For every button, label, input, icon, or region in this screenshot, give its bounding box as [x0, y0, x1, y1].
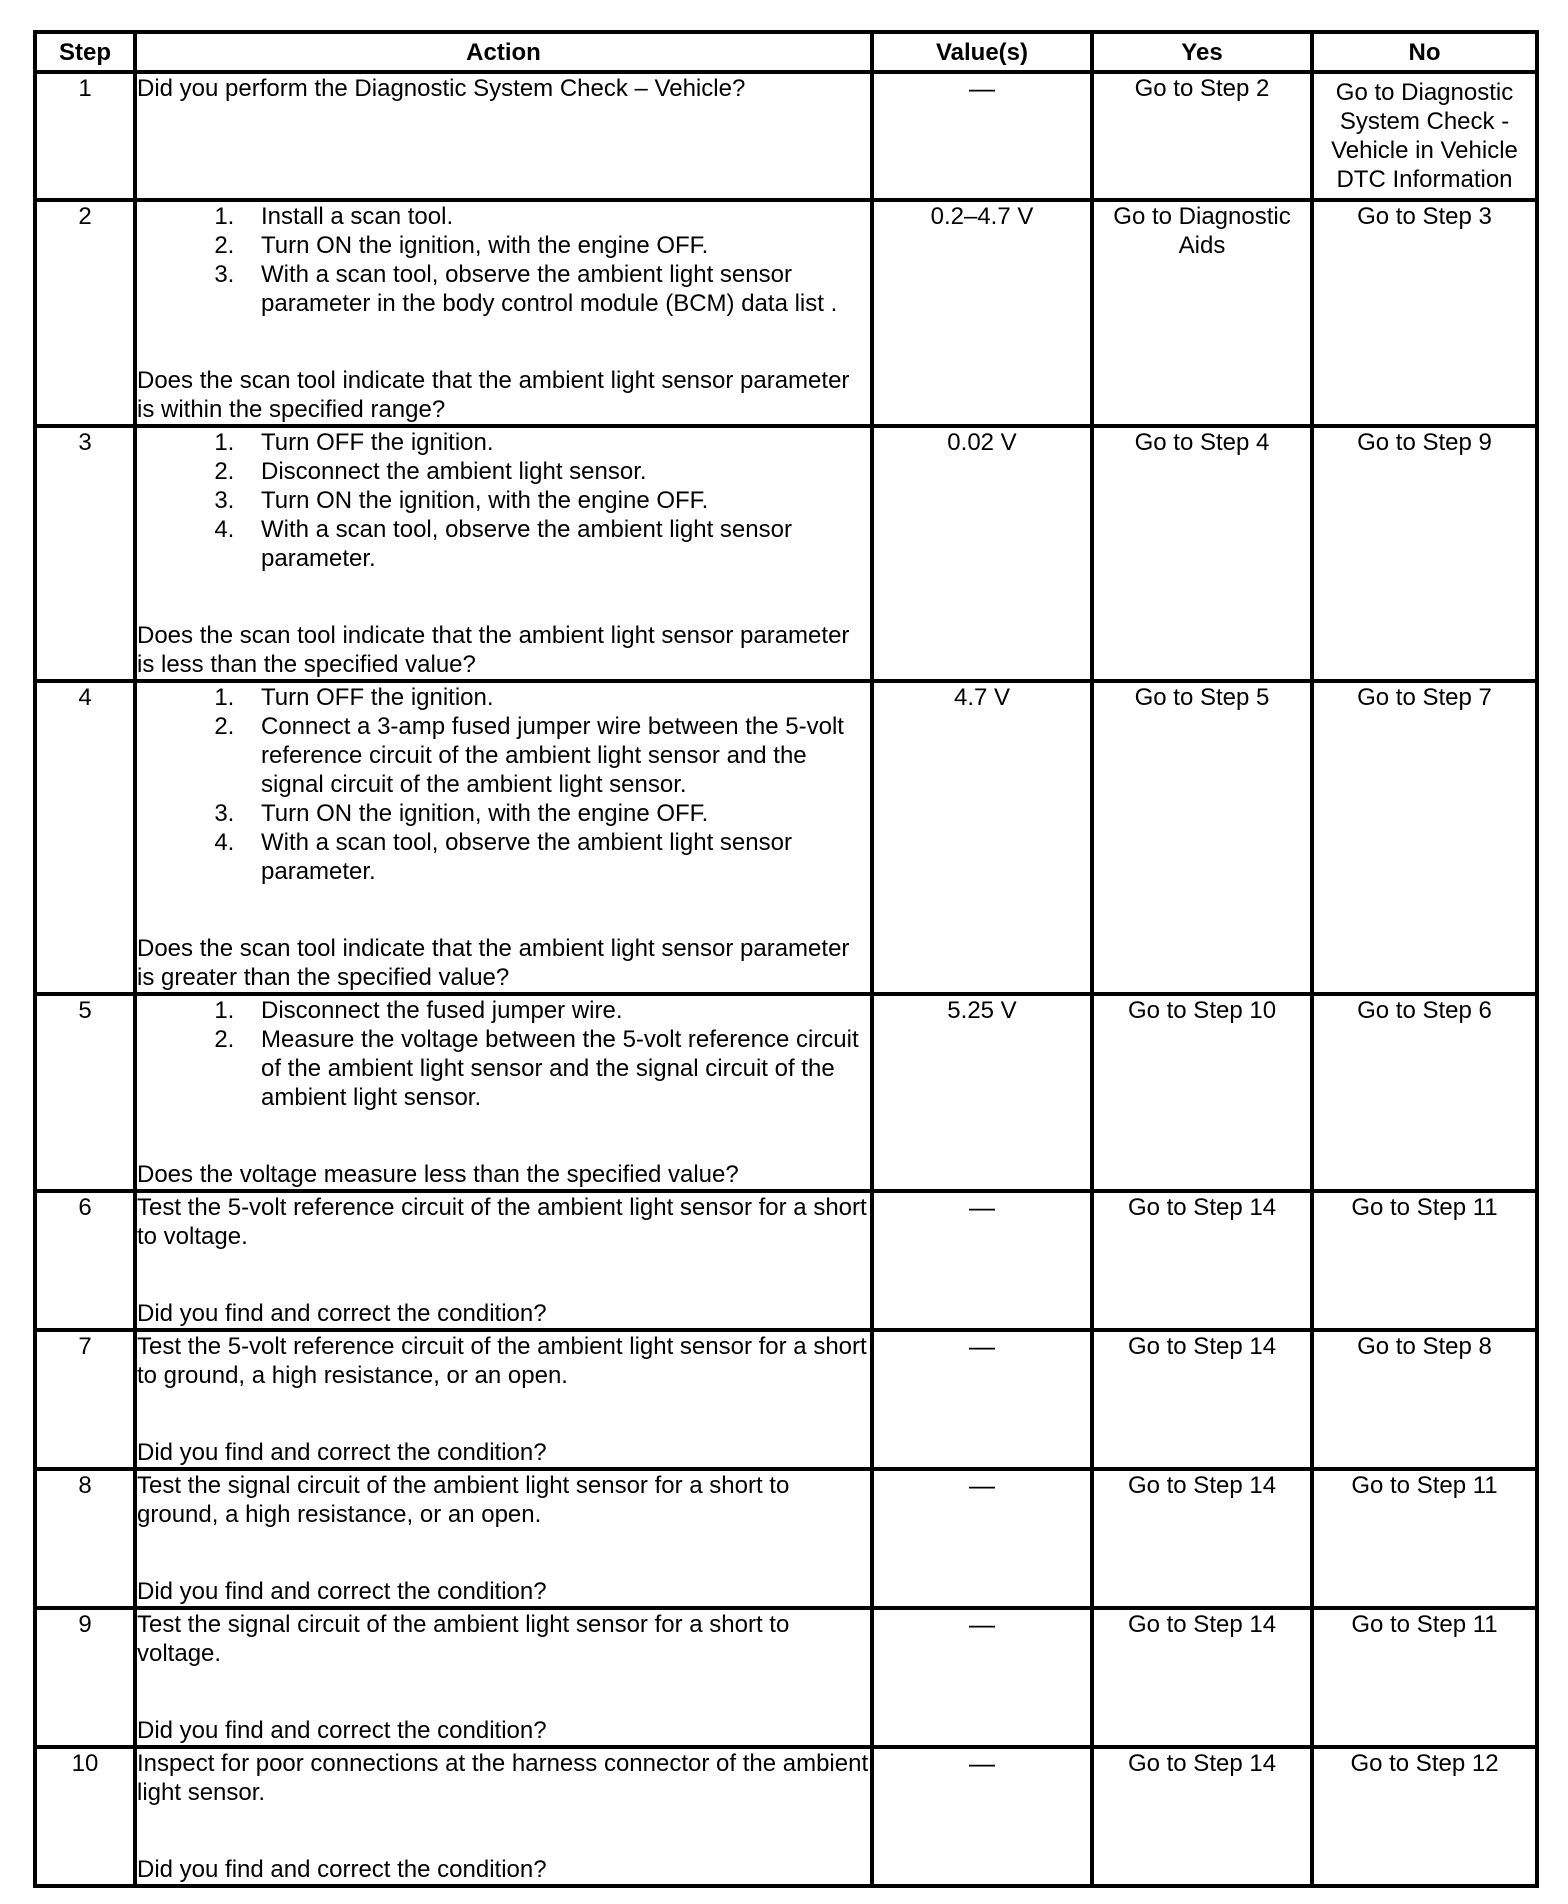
action-question: Does the voltage measure less than the specified value? [137, 1161, 739, 1188]
action-step: 3. With a scan tool, observe the ambient light sensor parameter in the body control module (BCM) data list . [241, 260, 870, 318]
action-question: Did you find and correct the condition? [137, 1717, 547, 1744]
yes-link[interactable]: Go to Step 5 [1134, 684, 1270, 711]
yes-link[interactable]: Go to Step 2 [1134, 75, 1270, 102]
value-cell [872, 426, 1092, 681]
yes-link[interactable]: Go to Step 4 [1134, 429, 1270, 456]
table-row [35, 681, 1537, 994]
value-text: — [969, 1192, 995, 1222]
action-step: 2. Turn ON the ignition, with the engine OFF. [241, 231, 870, 260]
action-intro: Inspect for poor connections at the harness connector of the ambient light sensor. [137, 1750, 869, 1806]
action-cell [135, 1469, 872, 1608]
value-text: 4.7 V [953, 684, 1011, 711]
value-cell [872, 1330, 1092, 1469]
header-step: Step [35, 32, 135, 72]
value-text: — [969, 1748, 995, 1778]
yes-link[interactable]: Go to Step 14 [1127, 1611, 1277, 1638]
no-link[interactable]: Go to Step 11 [1351, 1611, 1498, 1638]
header-yes: Yes [1092, 32, 1312, 72]
yes-cell [1092, 1330, 1312, 1469]
no-cell [1312, 72, 1537, 200]
yes-cell [1092, 426, 1312, 681]
action-intro: Did you perform the Diagnostic System Check – Vehicle? [137, 75, 746, 102]
value-text: — [969, 73, 995, 103]
yes-cell [1092, 1608, 1312, 1747]
value-cell [872, 681, 1092, 994]
yes-link[interactable]: Go to Step 10 [1127, 997, 1277, 1024]
table-row [35, 1330, 1537, 1469]
action-question: Does the scan tool indicate that the ambient light sensor parameter is less than the specified value? [137, 622, 850, 678]
diagnostic-table [33, 30, 1539, 1888]
step-number: 1 [35, 72, 135, 200]
step-number: 4 [35, 681, 135, 994]
value-text: — [969, 1470, 995, 1500]
action-steps [137, 683, 870, 886]
yes-cell [1092, 1191, 1312, 1330]
step-number: 7 [35, 1330, 135, 1469]
action-cell [135, 426, 872, 681]
step-number: 10 [35, 1747, 135, 1886]
table-row [35, 1608, 1537, 1747]
action-step: 2. Connect a 3-amp fused jumper wire between the 5-volt reference circuit of the ambient light sensor and the signal circuit of the ambient light sensor. [241, 712, 870, 799]
yes-link[interactable]: Go to Step 14 [1127, 1750, 1277, 1777]
action-question: Does the scan tool indicate that the ambient light sensor parameter is within the specified range? [137, 367, 850, 423]
table-row [35, 1191, 1537, 1330]
value-cell [872, 994, 1092, 1191]
yes-cell [1092, 1469, 1312, 1608]
no-link[interactable]: Go to Step 3 [1357, 203, 1492, 230]
action-step: 4. With a scan tool, observe the ambient light sensor parameter. [241, 828, 870, 886]
yes-link[interactable]: Go to Step 14 [1127, 1333, 1277, 1360]
table-row [35, 72, 1537, 200]
action-steps [137, 202, 870, 318]
no-link[interactable]: Go to Step 7 [1357, 684, 1492, 711]
no-link[interactable]: Go to Step 11 [1351, 1194, 1498, 1221]
table-row [35, 1747, 1537, 1886]
action-step: 1. Install a scan tool. [241, 202, 870, 231]
value-cell [872, 200, 1092, 426]
action-intro: Test the 5-volt reference circuit of the ambient light sensor for a short to voltage. [137, 1194, 867, 1250]
yes-cell [1092, 1747, 1312, 1886]
header-row [35, 32, 1537, 72]
action-step: 4. With a scan tool, observe the ambient light sensor parameter. [241, 515, 870, 573]
action-steps [137, 996, 870, 1112]
action-cell [135, 1747, 872, 1886]
step-number: 9 [35, 1608, 135, 1747]
value-text: — [969, 1609, 995, 1639]
action-step: 1. Turn OFF the ignition. [241, 683, 870, 712]
value-text: 0.02 V [947, 429, 1017, 456]
step-number: 2 [35, 200, 135, 426]
action-cell [135, 1191, 872, 1330]
yes-cell [1092, 200, 1312, 426]
no-cell [1312, 1608, 1537, 1747]
header-no: No [1312, 32, 1537, 72]
no-cell [1312, 426, 1537, 681]
yes-cell [1092, 681, 1312, 994]
action-cell [135, 72, 872, 200]
no-cell [1312, 200, 1537, 426]
action-intro: Test the signal circuit of the ambient light sensor for a short to voltage. [137, 1611, 790, 1667]
value-text: 5.25 V [947, 997, 1017, 1024]
no-cell [1312, 1747, 1537, 1886]
action-cell [135, 994, 872, 1191]
header-values: Value(s) [872, 32, 1092, 72]
action-question: Did you find and correct the condition? [137, 1578, 547, 1605]
table-row [35, 426, 1537, 681]
action-question: Did you find and correct the condition? [137, 1439, 547, 1466]
table-row [35, 200, 1537, 426]
no-link[interactable]: Go to Step 9 [1357, 429, 1492, 456]
action-step: 2. Disconnect the ambient light sensor. [241, 457, 870, 486]
action-question: Does the scan tool indicate that the ambient light sensor parameter is greater than the specified value? [137, 935, 850, 991]
value-text: — [969, 1331, 995, 1361]
no-link[interactable]: Go to Diagnostic System Check - Vehicle in Vehicle DTC Information [1331, 79, 1518, 193]
action-cell [135, 200, 872, 426]
value-cell [872, 1608, 1092, 1747]
yes-link[interactable]: Go to Diagnostic Aids [1113, 203, 1291, 259]
no-cell [1312, 1191, 1537, 1330]
table-row [35, 1469, 1537, 1608]
no-cell [1312, 1330, 1537, 1469]
no-link[interactable]: Go to Step 8 [1357, 1333, 1492, 1360]
action-question: Did you find and correct the condition? [137, 1300, 547, 1327]
step-number: 8 [35, 1469, 135, 1608]
no-link[interactable]: Go to Step 11 [1351, 1472, 1498, 1499]
action-intro: Test the signal circuit of the ambient light sensor for a short to ground, a high resistance, or an open. [137, 1472, 790, 1528]
no-link[interactable]: Go to Step 6 [1357, 997, 1492, 1024]
yes-link[interactable]: Go to Step 14 [1127, 1194, 1277, 1221]
no-link[interactable]: Go to Step 12 [1350, 1750, 1499, 1777]
step-number: 3 [35, 426, 135, 681]
action-intro: Test the 5-volt reference circuit of the ambient light sensor for a short to ground, a high resistance, or an open. [137, 1333, 867, 1389]
value-cell [872, 72, 1092, 200]
value-text: 0.2–4.7 V [930, 203, 1034, 230]
no-cell [1312, 681, 1537, 994]
no-cell [1312, 1469, 1537, 1608]
action-cell [135, 1608, 872, 1747]
action-step: 2. Measure the voltage between the 5-volt reference circuit of the ambient light sensor and the signal circuit of the ambient light sensor. [241, 1025, 870, 1112]
step-number: 6 [35, 1191, 135, 1330]
yes-cell [1092, 72, 1312, 200]
header-action: Action [135, 32, 872, 72]
action-steps [137, 428, 870, 573]
table-row [35, 994, 1537, 1191]
action-cell [135, 681, 872, 994]
value-cell [872, 1469, 1092, 1608]
yes-link[interactable]: Go to Step 14 [1127, 1472, 1277, 1499]
action-step: 3. Turn ON the ignition, with the engine OFF. [241, 486, 870, 515]
no-cell [1312, 994, 1537, 1191]
action-question: Did you find and correct the condition? [137, 1856, 547, 1883]
action-cell [135, 1330, 872, 1469]
step-number: 5 [35, 994, 135, 1191]
value-cell [872, 1747, 1092, 1886]
action-step: 3. Turn ON the ignition, with the engine OFF. [241, 799, 870, 828]
yes-cell [1092, 994, 1312, 1191]
action-step: 1. Disconnect the fused jumper wire. [241, 996, 870, 1025]
value-cell [872, 1191, 1092, 1330]
action-step: 1. Turn OFF the ignition. [241, 428, 870, 457]
